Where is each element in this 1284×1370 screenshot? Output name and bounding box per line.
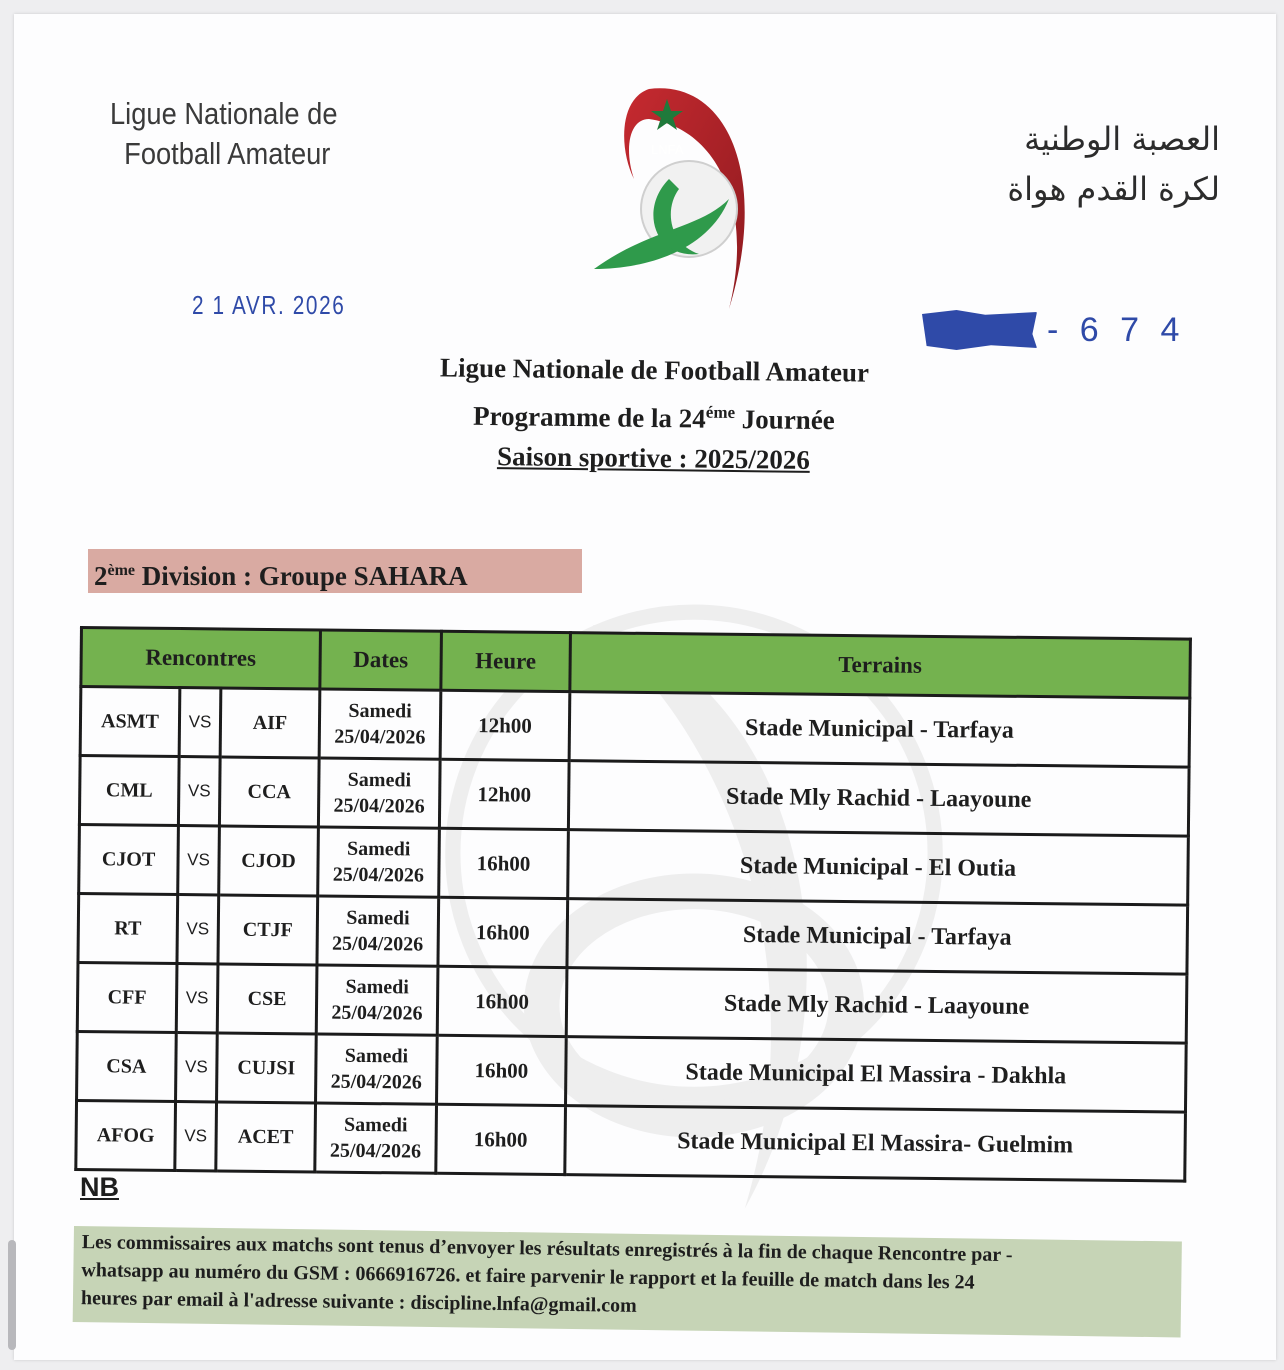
match-day: Samedi — [347, 768, 412, 792]
logo-text: LNFA — [651, 142, 684, 157]
vs-label: VS — [176, 964, 218, 1033]
table-row — [80, 687, 1190, 768]
vs-label: VS — [179, 688, 221, 757]
match-venue: Stade Municipal - El Outia — [568, 830, 1189, 905]
match-day: Samedi — [344, 1113, 408, 1137]
brand-name-arabic — [1007, 114, 1220, 214]
note-line1: Les commissaires aux matchs sont tenus d’envoyer les résultats enregistrés à la fin de chaque Rencontre par - — [81, 1231, 1013, 1267]
match-time: 12h00 — [439, 759, 569, 829]
division-text: Division : Groupe SAHARA — [135, 561, 468, 591]
vs-label: VS — [176, 1033, 218, 1102]
match-date-value: 25/04/2026 — [330, 1070, 422, 1094]
division-sup: ème — [107, 562, 136, 579]
home-team: AFOG — [76, 1100, 176, 1170]
title-round — [314, 388, 995, 442]
match-venue: Stade Mly Rachid - Laayoune — [566, 968, 1187, 1043]
match-date-value: 25/04/2026 — [333, 794, 425, 818]
note-box — [73, 1226, 1182, 1337]
scroll-indicator — [8, 1240, 16, 1350]
header-heure: Heure — [441, 631, 571, 691]
home-team: CJOT — [79, 825, 179, 895]
table-row — [79, 756, 1189, 837]
home-team: RT — [78, 894, 178, 964]
brand-fr-line1: Ligue Nationale de — [110, 96, 338, 131]
match-venue: Stade Mly Rachid - Laayoune — [568, 761, 1189, 836]
header-terrains: Terrains — [570, 633, 1191, 698]
table-row — [77, 962, 1187, 1043]
schedule-rows — [76, 687, 1190, 1182]
lnfa-logo — [579, 59, 779, 319]
note-line3: heures par email à l'adresse suivante : discipline.lnfa@gmail.com — [80, 1287, 637, 1317]
match-date — [318, 827, 440, 897]
match-day: Samedi — [346, 837, 411, 861]
match-date-value: 25/04/2026 — [332, 863, 425, 887]
date-stamp: 2 1 AVR. 2026 — [192, 290, 346, 320]
away-team: CJOD — [219, 826, 319, 896]
stamp-ink-blot — [922, 310, 1037, 350]
home-team: CFF — [77, 962, 177, 1032]
note-line2: whatsapp au numéro du GSM : 0666916726. et faire parvenir le rapport et la feuille de match dans les 24 — [81, 1259, 975, 1294]
match-day: Samedi — [345, 975, 410, 999]
brand-ar-line2: لكرة القدم هواة — [1007, 170, 1220, 208]
division-number: 2 — [94, 561, 108, 591]
match-date — [317, 896, 439, 966]
vs-label: VS — [175, 1102, 217, 1171]
match-time: 16h00 — [438, 897, 568, 967]
away-team: CCA — [219, 757, 319, 827]
away-team: AIF — [220, 688, 320, 758]
away-team: ACET — [216, 1102, 316, 1172]
title-season: Saison sportive : 2025/2026 — [496, 441, 811, 475]
table-row — [77, 1031, 1187, 1112]
schedule-table-wrapper — [74, 626, 1192, 1183]
match-venue: Stade Municipal El Massira- Guelmim — [565, 1106, 1186, 1181]
match-date-value: 25/04/2026 — [331, 1001, 423, 1025]
division-label — [88, 549, 582, 593]
brand-fr-line2: Football Amateur — [124, 136, 331, 171]
brand-name-french — [110, 94, 338, 174]
table-row — [79, 825, 1189, 906]
match-date — [316, 965, 438, 1035]
reference-number: - 6 7 4 — [1047, 310, 1186, 349]
title-league: Ligue Nationale de Football Amateur — [439, 352, 870, 388]
away-team: CTJF — [218, 895, 318, 965]
title-round-sup: éme — [705, 402, 736, 422]
away-team: CSE — [217, 964, 317, 1034]
document-page — [14, 14, 1276, 1360]
title-round-prefix: Programme de la 24 — [472, 400, 706, 434]
note-heading: NB — [80, 1172, 119, 1202]
home-team: CML — [79, 756, 179, 826]
table-row — [78, 894, 1188, 975]
away-team: CUJSI — [217, 1033, 317, 1103]
vs-label: VS — [177, 895, 219, 964]
match-time: 16h00 — [436, 1104, 566, 1174]
match-venue: Stade Municipal - Tarfaya — [567, 899, 1188, 974]
match-venue: Stade Municipal - Tarfaya — [569, 692, 1190, 767]
match-date-value: 25/04/2026 — [334, 725, 426, 749]
home-team: CSA — [77, 1031, 177, 1101]
table-row — [76, 1100, 1186, 1181]
header-rencontres: Rencontres — [81, 628, 321, 689]
schedule-table — [74, 626, 1192, 1183]
match-date — [319, 689, 441, 759]
brand-ar-line1: العصبة الوطنية — [1024, 120, 1220, 158]
match-time: 16h00 — [437, 966, 567, 1036]
document-title — [313, 344, 995, 482]
match-date-value: 25/04/2026 — [329, 1139, 422, 1163]
match-time: 16h00 — [439, 828, 569, 898]
home-team: ASMT — [80, 687, 180, 757]
reference-stamp — [922, 310, 1185, 350]
vs-label: VS — [178, 826, 220, 895]
match-day: Samedi — [346, 906, 410, 930]
match-date — [318, 758, 440, 828]
match-day: Samedi — [348, 699, 412, 723]
match-date — [316, 1034, 438, 1104]
match-day: Samedi — [344, 1044, 409, 1068]
title-round-suffix: Journée — [734, 403, 835, 436]
match-date — [315, 1103, 437, 1173]
match-date-value: 25/04/2026 — [332, 932, 424, 956]
match-time: 12h00 — [440, 690, 570, 760]
vs-label: VS — [178, 757, 220, 826]
match-time: 16h00 — [437, 1035, 567, 1105]
match-venue: Stade Municipal El Massira - Dakhla — [566, 1037, 1187, 1112]
header-dates: Dates — [320, 630, 442, 690]
